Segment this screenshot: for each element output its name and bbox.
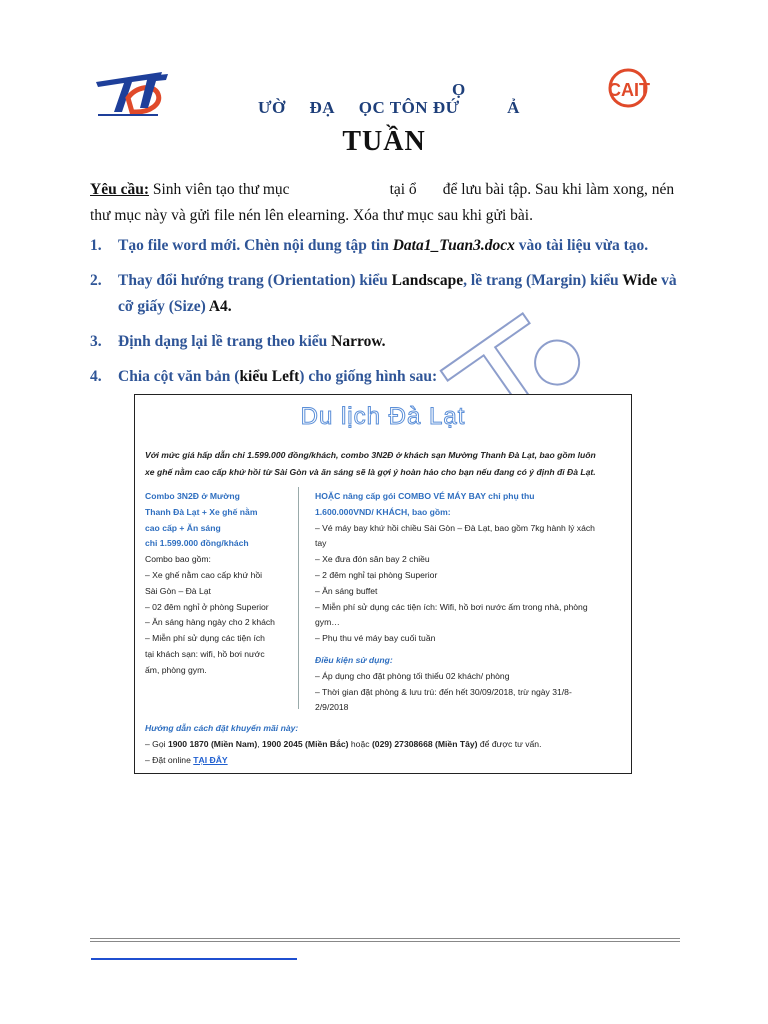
requirement-paragraph bbox=[90, 177, 690, 229]
footer-link-underline[interactable] bbox=[91, 958, 297, 960]
booking-online-line: – Đặt online TẠI ĐÂY bbox=[145, 754, 228, 765]
svg-text:CAIT: CAIT bbox=[608, 80, 650, 100]
booking-heading: Hướng dẫn cách đặt khuyến mãi này: bbox=[145, 723, 299, 733]
footer-rule-top bbox=[90, 938, 680, 939]
book-online-link[interactable]: TẠI ĐÂY bbox=[193, 754, 228, 765]
sample-layout-image bbox=[134, 394, 632, 774]
cait-logo bbox=[604, 66, 664, 112]
left-heading: Combo 3N2Đ ở Mường Thanh Đà Lạt + Xe ghế nằm cao cấp + Ăn sáng chỉ 1.599.000 đồng/khách bbox=[145, 491, 258, 549]
booking-phone-line: – Gọi 1900 1870 (Miền Nam), 1900 2045 (Miền Bắc) hoặc (029) 27308668 (Miền Tây) để được tư vấn. bbox=[145, 738, 542, 749]
requirement-text-1: Sinh viên tạo thư mục bbox=[148, 181, 290, 198]
column-divider bbox=[298, 487, 299, 709]
condition-heading: Điều kiện sử dụng: bbox=[315, 654, 393, 665]
task-item-2: 2. Thay đổi hướng trang (Orientation) kiểu Landscape, lề trang (Margin) kiểu Wide và cỡ giấy (Size) A4. bbox=[90, 272, 677, 315]
header-university-name: ƯỜ ĐẠ ỌC TÔN ĐỨ Ả bbox=[258, 98, 520, 117]
header-accent-letter: Ọ bbox=[452, 80, 466, 99]
flyer-title: Du lịch Đà Lạt bbox=[300, 403, 466, 430]
flyer-right-column: HOẶC nâng cấp gói COMBO VÉ MÁY BAY chỉ phụ thu 1.600.000VND/ KHÁCH, bao gồm: – Vé máy bay khứ hồi chiều Sài Gòn – Đà Lạt, bao gồm 7kg hành lý xách tay – Xe đưa đón sân bay 2 chiều – 2 đêm nghỉ tại phòng Superior – Ăn sáng buffet – Miễn phí sử dụng các tiện ích: Wifi, hồ bơi nước ấm trong nhà, phòng gym… – Phụ thu vé máy bay cuối tuần Điều kiện sử dụng: – Áp dụng cho đặt phòng tối thiểu 02 khách/ phòng – Thời gian đặt phòng & lưu trú: đến hết 30/09/2018, trừ ngày 31/8- 2/9/2018 bbox=[315, 489, 625, 716]
task-item-1: 1. Tạo file word mới. Chèn nội dung tập tin Data1_Tuan3.docx vào tài liệu vừa tạo. bbox=[90, 237, 649, 254]
requirement-label: Yêu cầu: bbox=[90, 181, 149, 198]
tdt-logo bbox=[92, 68, 174, 120]
right-heading: HOẶC nâng cấp gói COMBO VÉ MÁY BAY chỉ phụ thu 1.600.000VND/ KHÁCH, bao gồm: bbox=[315, 491, 535, 517]
requirement-text-2: tại ổ bbox=[389, 181, 417, 198]
footer-rule-bottom bbox=[90, 941, 680, 942]
task-list bbox=[90, 233, 690, 399]
booking-instructions bbox=[145, 721, 621, 768]
flyer-intro: Với mức giá hấp dẫn chỉ 1.599.000 đồng/khách, combo 3N2Đ ở khách sạn Mường Thanh Đà Lạt, bao gồm luôn xe ghế nằm cao cấp khứ hồi từ Sài Gòn và ăn sáng sẽ là gợi ý hoàn hảo cho bạn nếu đang có ý định đi Đà Lạt. bbox=[145, 450, 596, 477]
flyer-left-column: Combo 3N2Đ ở Mường Thanh Đà Lạt + Xe ghế nằm cao cấp + Ăn sáng chỉ 1.599.000 đồng/khách Combo bao gồm: – Xe ghế nằm cao cấp khứ hồi Sài Gòn – Đà Lạt – 02 đêm nghỉ ở phòng Superior – Ăn sáng hàng ngày cho 2 khách – Miễn phí sử dụng các tiện ích tại khách sạn: wifi, hồ bơi nước ấm, phòng gym. bbox=[145, 489, 295, 679]
task-item-3: 3. Định dạng lại lề trang theo kiểu Narrow. bbox=[90, 333, 386, 350]
task-item-4: 4. Chia cột văn bản (kiểu Left) cho giống hình sau: bbox=[90, 368, 438, 385]
requirement-text-3: để lưu bài tập. Sau khi làm xong, nén thư mục này và gửi file nén lên elearning. Xóa thư mục sau khi gửi bài. bbox=[90, 181, 675, 224]
page-title: TUẦN bbox=[342, 126, 426, 157]
